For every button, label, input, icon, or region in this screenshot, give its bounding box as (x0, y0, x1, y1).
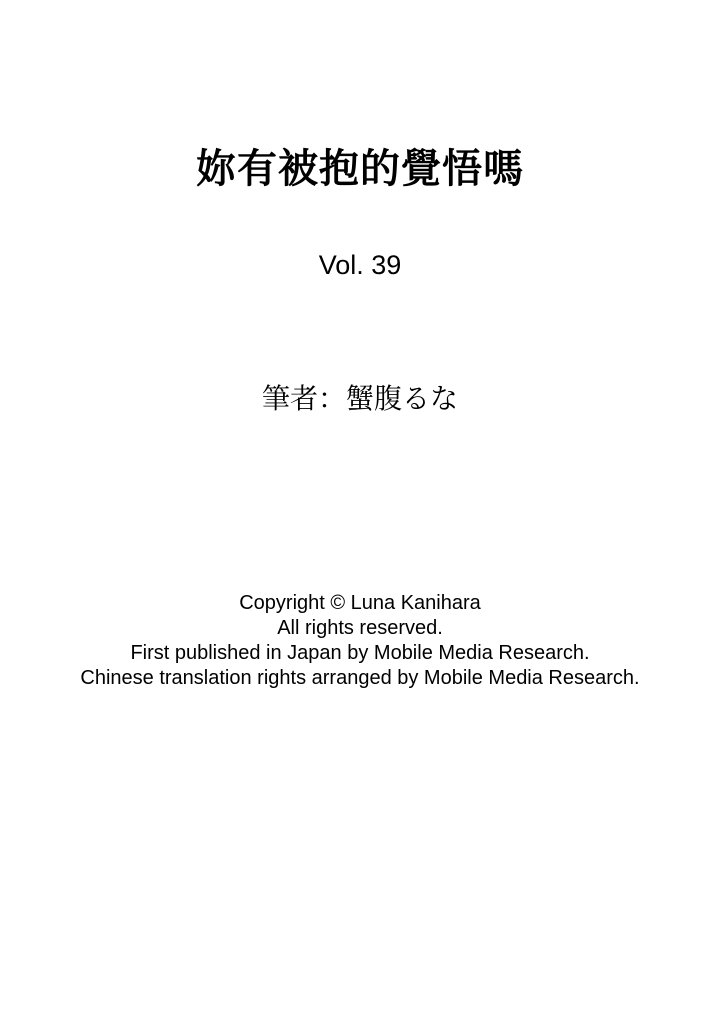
volume-number: Vol. 39 (318, 250, 402, 280)
copyright-line: Chinese translation rights arranged by Mobile Media Research. (80, 667, 640, 689)
author-credit: 筆者：蟹腹るな (261, 383, 458, 414)
series-title: 妳有被抱的覺悟嗎 (196, 147, 524, 191)
copyright-line: All rights reserved. (277, 617, 443, 639)
copyright-line: Copyright © Luna Kanihara (239, 592, 481, 614)
copyright-line: First published in Japan by Mobile Media Research. (130, 642, 590, 664)
copyright-block (0, 591, 720, 691)
